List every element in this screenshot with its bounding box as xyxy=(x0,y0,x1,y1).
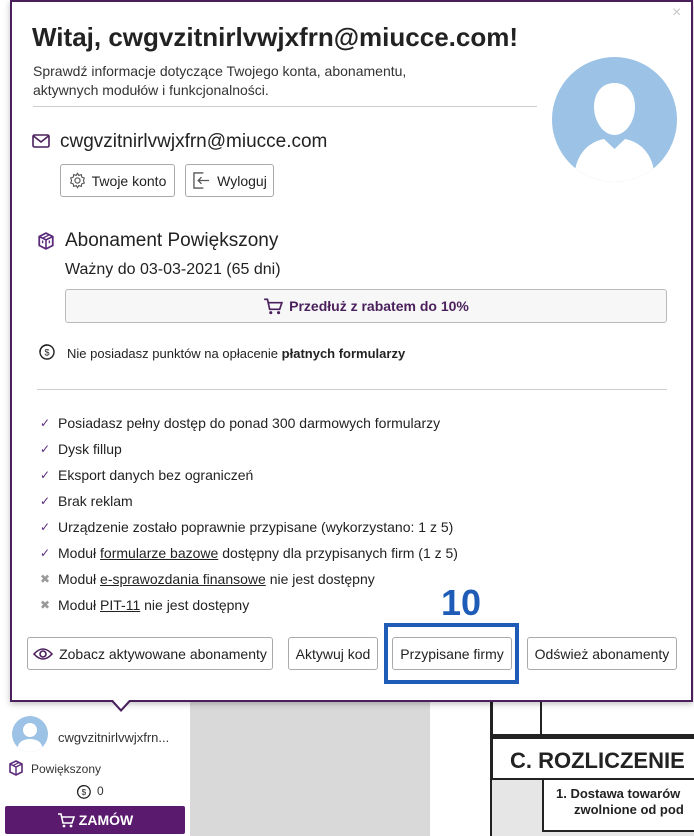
feature-suffix: dostępny dla przypisanych firm (1 z 5) xyxy=(222,545,458,561)
feature-suffix: nie jest dostępny xyxy=(144,597,250,613)
feature-item xyxy=(40,514,458,540)
feature-item xyxy=(40,488,458,514)
sidebar-points: 0 xyxy=(97,784,104,798)
check-icon: ✓ xyxy=(40,416,51,430)
logout-button[interactable] xyxy=(185,164,274,197)
feature-prefix: Moduł xyxy=(58,545,97,561)
feature-item xyxy=(40,566,458,592)
eye-icon xyxy=(33,647,53,661)
module-link-pit-11[interactable]: PIT-11 xyxy=(100,597,141,613)
feature-list xyxy=(40,410,458,618)
feature-item xyxy=(40,540,458,566)
feature-item xyxy=(40,436,458,462)
close-icon[interactable]: × xyxy=(672,4,682,21)
account-button[interactable] xyxy=(60,164,175,197)
sidebar-email[interactable]: cwgvzitnirlvwjxfrn... xyxy=(58,730,170,745)
popup-arrow-inner xyxy=(112,699,130,709)
check-icon: ✓ xyxy=(40,520,51,534)
logout-icon xyxy=(192,172,211,189)
check-icon: ✓ xyxy=(40,442,51,456)
coins-icon xyxy=(36,341,56,361)
activate-code-button[interactable] xyxy=(288,637,378,670)
check-icon: ✓ xyxy=(40,546,51,560)
user-silhouette-icon xyxy=(552,57,677,182)
document-section-title: C. ROZLICZENIE xyxy=(492,736,694,780)
coins-icon xyxy=(74,782,92,800)
order-button[interactable] xyxy=(5,806,185,834)
check-icon: ✓ xyxy=(40,494,51,508)
feature-item xyxy=(40,410,458,436)
popup-subtitle: Sprawdź informacje dotyczące Twojego konta, abonamentu, aktywnych modułów i funkcjonalności. xyxy=(33,63,407,98)
extend-button-label: Przedłuż z rabatem do 10% xyxy=(289,298,469,314)
feature-prefix: Moduł xyxy=(58,571,97,587)
account-email: cwgvzitnirlvwjxfrn@miucce.com xyxy=(60,131,328,152)
plan-validity: Ważny do 03-03-2021 (65 dni) xyxy=(65,261,281,278)
cart-icon xyxy=(57,812,75,828)
document-divider xyxy=(540,700,542,736)
svg-text:$: $ xyxy=(44,347,50,358)
popup-title: Witaj, cwgvzitnirlvwjxfrn@miucce.com! xyxy=(32,22,519,52)
background-panel xyxy=(190,700,430,836)
svg-text:$: $ xyxy=(81,788,87,798)
points-info-prefix: Nie posiadasz punktów na opłacenie xyxy=(67,346,279,361)
feature-suffix: nie jest dostępny xyxy=(269,571,375,587)
gear-icon xyxy=(69,172,86,189)
feature-item xyxy=(40,462,458,488)
module-link-formularze-bazowe[interactable]: formularze bazowe xyxy=(100,545,219,561)
divider xyxy=(37,389,667,390)
view-activated-label: Zobacz aktywowane abonamenty xyxy=(59,645,267,662)
cross-icon: ✖ xyxy=(40,572,51,586)
cart-icon xyxy=(263,297,283,315)
cube-icon xyxy=(8,760,24,776)
annotation-number: 10 xyxy=(441,582,482,623)
feature-text: Eksport danych bez ograniczeń xyxy=(58,467,254,483)
feature-item xyxy=(40,592,458,618)
module-link-e-sprawozdania[interactable]: e-sprawozdania finansowe xyxy=(100,571,266,587)
feature-text: Urządzenie zostało poprawnie przypisane (wykorzystano: 1 z 5) xyxy=(58,519,454,535)
document-row-line1: 1. Dostawa towarów xyxy=(556,786,681,801)
check-icon: ✓ xyxy=(40,468,51,482)
order-button-label: ZAMÓW xyxy=(78,812,134,828)
assigned-companies-button[interactable] xyxy=(392,637,512,670)
feature-text: Posiadasz pełny dostęp do ponad 300 darmowych formularzy xyxy=(58,415,441,431)
account-button-label: Twoje konto xyxy=(91,172,167,189)
mail-icon xyxy=(32,134,50,148)
user-silhouette-icon xyxy=(12,716,48,752)
view-activated-subscriptions-button[interactable] xyxy=(27,637,273,670)
cube-icon xyxy=(37,232,55,250)
cross-icon: ✖ xyxy=(40,598,51,612)
document-row-cell xyxy=(542,780,694,832)
feature-prefix: Moduł xyxy=(58,597,97,613)
points-info xyxy=(67,346,405,361)
feature-text: Brak reklam xyxy=(58,493,133,509)
plan-name: Abonament Powiększony xyxy=(65,230,279,251)
divider xyxy=(33,106,537,107)
sidebar-plan: Powiększony xyxy=(31,762,102,776)
refresh-subscriptions-label: Odśwież abonamenty xyxy=(534,645,670,662)
activate-code-label: Aktywuj kod xyxy=(295,645,371,662)
document-row-line2: zwolnione od pod xyxy=(574,802,684,817)
document-header-box xyxy=(492,700,694,736)
user-avatar xyxy=(552,57,677,182)
extend-subscription-button[interactable] xyxy=(65,289,667,323)
assigned-companies-label: Przypisane firmy xyxy=(400,645,504,662)
logout-button-label: Wyloguj xyxy=(217,172,267,189)
sidebar-avatar[interactable] xyxy=(12,716,48,752)
refresh-subscriptions-button[interactable] xyxy=(527,637,677,670)
points-info-bold: płatnych formularzy xyxy=(281,346,406,361)
feature-text: Dysk fillup xyxy=(58,441,122,457)
